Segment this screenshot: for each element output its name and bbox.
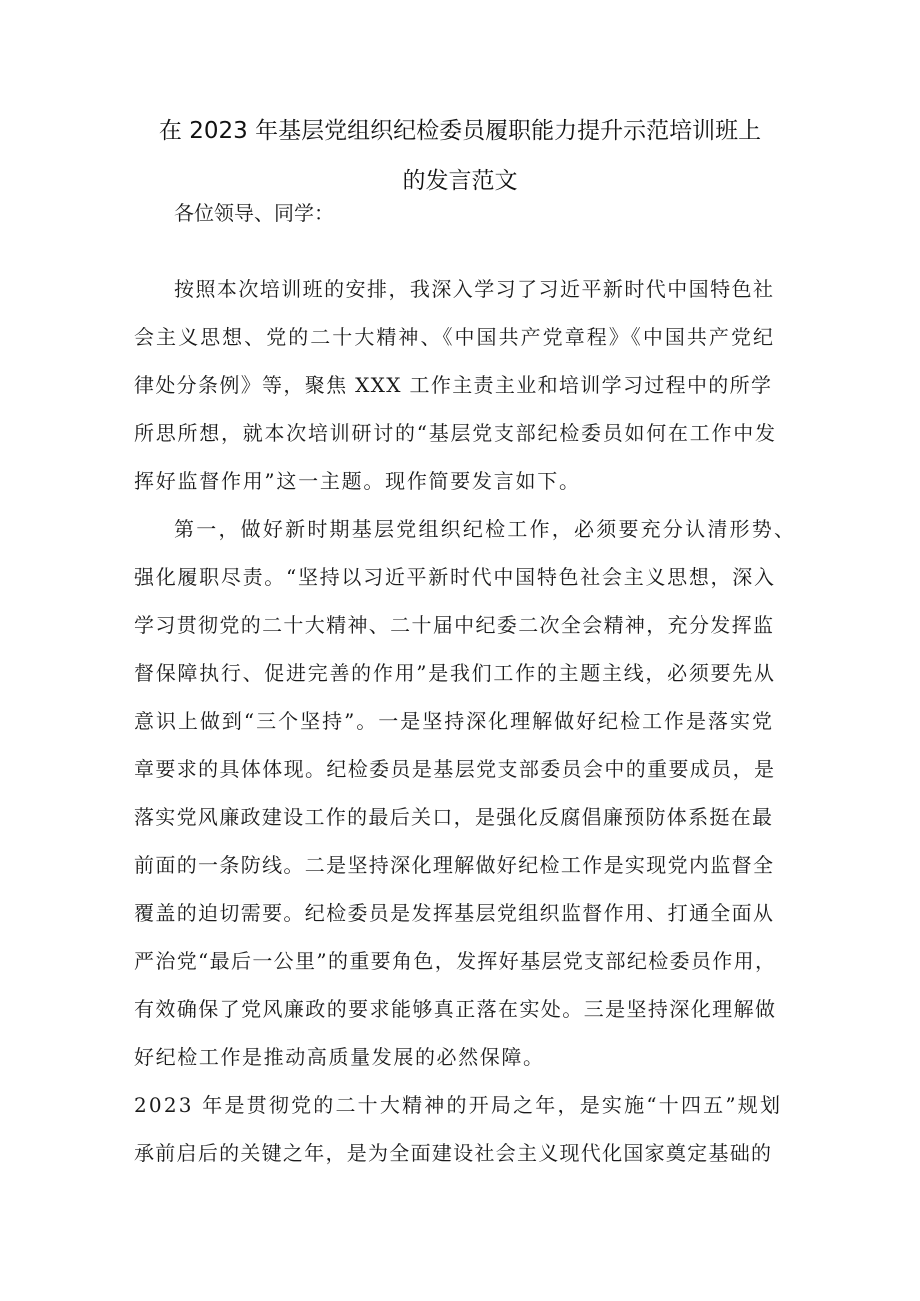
body-line: 按照本次培训班的安排，我深入学习了习近平新时代中国特色社: [174, 277, 775, 301]
body-line: 学习贯彻党的二十大精神、二十届中纪委二次全会精神，充分发挥监: [134, 613, 775, 637]
body-line: 好纪检工作是推动高质量发展的必然保障。: [134, 1045, 545, 1069]
body-line: 律处分条例》等，聚焦 XXX 工作主责主业和培训学习过程中的所学: [134, 373, 773, 397]
body-line: 落实党风廉政建设工作的最后关口，是强化反腐倡廉预防体系挺在最: [134, 805, 774, 829]
body-line: 承前启后的关键之年，是为全面建设社会主义现代化国家奠定基础的: [134, 1141, 773, 1165]
body-line: 所思所想，就本次培训研讨的“基层党支部纪检委员如何在工作中发: [134, 421, 777, 445]
body-line: 前面的一条防线。二是坚持深化理解做好纪检工作是实现党内监督全: [134, 853, 775, 877]
salutation: 各位领导、同学：: [174, 201, 334, 225]
body-line: 强化履职尽责。“坚持以习近平新时代中国特色社会主义思想，深入: [134, 565, 776, 589]
body-line: 挥好监督作用”这一主题。现作简要发言如下。: [134, 469, 581, 493]
body-line: 2023 年是贯彻党的二十大精神的开局之年，是实施“十四五”规划: [134, 1093, 783, 1117]
body-line: 意识上做到“三个坚持”。一是坚持深化理解做好纪检工作是落实党: [134, 709, 774, 733]
body-line: 严治党“最后一公里”的重要角色，发挥好基层党支部纪检委员作用，: [134, 949, 777, 973]
body-line: 覆盖的迫切需要。纪检委员是发挥基层党组织监督作用、打通全面从: [134, 901, 775, 925]
document-title-line-2: 的发言范文: [402, 168, 518, 194]
body-line: 会主义思想、党的二十大精神、《中国共产党章程》《中国共产党纪: [134, 325, 776, 349]
body-line: 督保障执行、促进完善的作用”是我们工作的主题主线，必须要先从: [134, 661, 776, 685]
body-line: 第一，做好新时期基层党组织纪检工作，必须要充分认清形势、: [174, 517, 797, 541]
document-title-line-1: 在 2023 年基层党组织纪检委员履职能力提升示范培训班上: [158, 118, 762, 144]
body-line: 章要求的具体体现。纪检委员是基层党支部委员会中的重要成员，是: [134, 757, 776, 781]
body-line: 有效确保了党风廉政的要求能够真正落在实处。三是坚持深化理解做: [134, 997, 777, 1021]
